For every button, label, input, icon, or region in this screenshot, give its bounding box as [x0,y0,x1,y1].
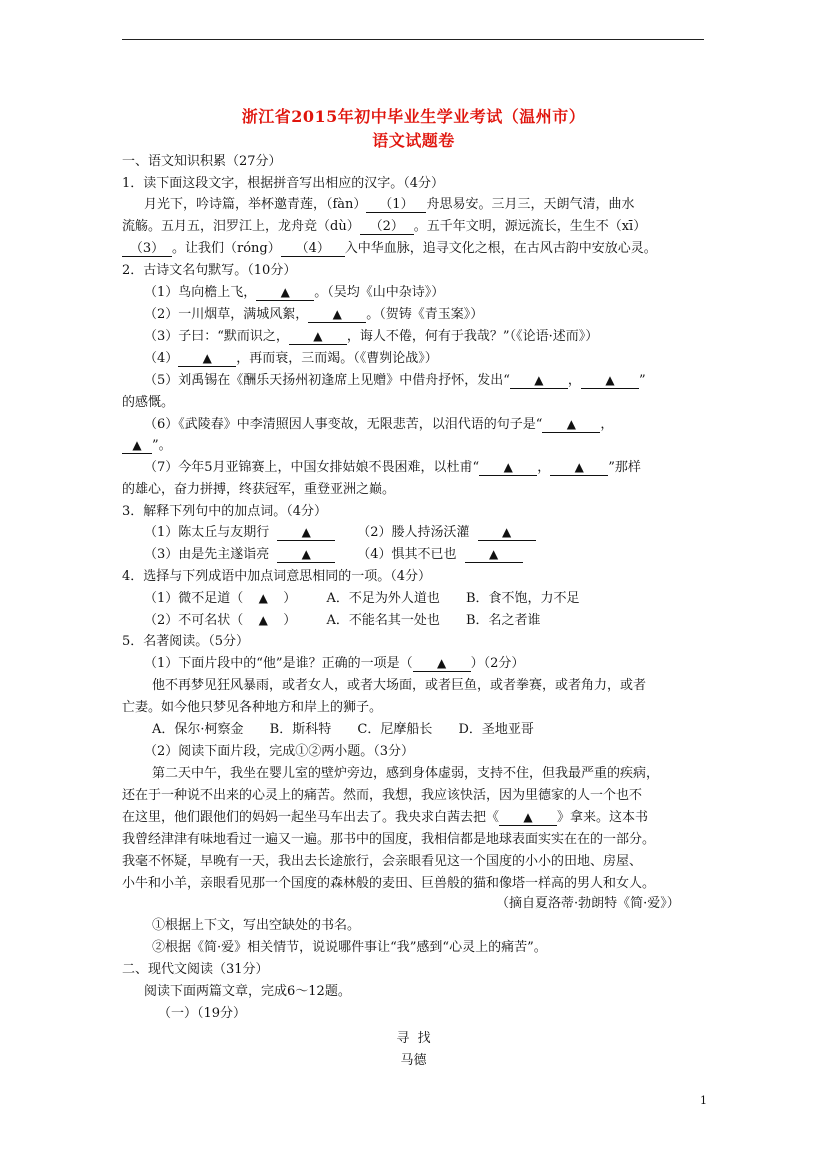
answer-blank: ▲ [499,810,557,826]
excerpt-line4: 我曾经津津有味地看过一遍又一遍。那书中的国度，我相信都是地球表面实实在在的一部分。 [122,832,656,847]
q5-quote-line2: 亡妻。如今他只梦见各种地方和岸上的狮子。 [122,700,383,715]
q5-options: A．保尔·柯察金 B．斯科特 C．尼摩船长 D．圣地亚哥 [152,722,534,737]
answer-blank: ▲ [510,373,568,389]
q1-line3: （3） 。让我们（róng） （4） 入中华血脉，追寻文化之根，在古风古韵中安放心灵。 [122,240,657,258]
blank-3: （3） [122,241,172,257]
article-author: 马德 [400,1053,427,1068]
q2-item1: （1）鸟向檐上飞， ▲ 。（吴均《山中杂诗》） [144,285,445,300]
q5-sub2-item1: ①根据上下文，写出空缺处的书名。 [152,918,361,933]
answer-blank: ▲ [308,307,366,323]
page-number: 1 [700,1094,707,1107]
q3-row1: （1）陈太丘与友期行 ▲ （2）媵人持汤沃灌 ▲ [144,524,536,542]
answer-blank: ▲ [465,547,523,563]
answer-blank: ▲ [550,460,608,476]
answer-blank: ▲ [542,417,600,433]
answer-blank: ▲ [413,656,471,672]
excerpt-line2: 还在于一种说不出来的心灵上的痛苦。然而，我想，我应该快活，因为里德家的人一个也不 [122,788,643,803]
q2-item5: （5）刘禹锡在《酬乐天扬州初逢席上见赠》中借舟抒怀，发出“ ▲ ， ▲ ” [144,373,646,388]
q5-sub2-question: （2）阅读下面片段，完成①②两小题。（3分） [144,744,415,759]
q5-quote-line1: 他不再梦见狂风暴雨，或者女人，或者大场面，或者巨鱼，或者拳赛，或者角力，或者 [152,678,647,693]
q2-item6: （6）《武陵春》中李清照因人事变故，无限悲苦，以泪代语的句子是“ ▲ ， [144,417,614,432]
excerpt-line1: 第二天中午，我坐在婴儿室的壁炉旁边，感到身体虚弱，支持不住，但我最严重的疾病， [152,766,660,781]
q2-stem: 2．古诗文名句默写。（10分） [122,263,297,278]
q2-item6-cont: ▲ ”。 [122,437,172,455]
q2-item5-cont: 的感慨。 [122,395,175,410]
excerpt-line6: 小牛和小羊，亲眼看见那一个国度的森林般的麦田、巨兽般的猫和像塔一样高的男人和女人。 [122,876,656,891]
article-title: 寻 找 [396,1031,431,1046]
section2-part-label: （一）（19分） [158,1006,247,1021]
q4-stem: 4．选择与下列成语中加点词意思相同的一项。（4分） [122,569,432,584]
blank-2: （2） [360,219,414,235]
blank-1: （1） [366,197,426,213]
answer-blank: ▲ [581,373,639,389]
excerpt-line5: 我毫不怀疑，早晚有一天，我出去长途旅行，会亲眼看见这一个国度的小小的田地、房屋、 [122,854,643,869]
q1-stem: 1．读下面这段文字，根据拼音写出相应的汉字。（4分） [122,176,445,191]
q2-item7: （7）今年5月亚锦赛上，中国女排姑娘不畏困难，以杜甫“ ▲ ， ▲ ”那样 [144,460,641,475]
answer-blank: ▲ [277,525,335,541]
q5-sub1-question: （1）下面片段中的“他”是谁？正确的一项是（ ▲ ）（2分） [144,656,525,671]
exam-subtitle: 语文试题卷 [372,131,455,150]
q2-item7-cont: 的雄心，奋力拼搏，终获冠军，重登亚洲之巅。 [122,482,396,497]
section2-heading: 二、现代文阅读（31分） [122,962,269,977]
answer-blank: ▲ [178,351,236,367]
q2-item3: （3）子曰：“默而识之， ▲ ，诲人不倦，何有于我哉？”（《论语·述而》） [144,329,599,344]
q1-line2: 流觞。五月五，汨罗江上，龙舟竞（dù） （2） 。五千年文明，源远流长，生生不（xī） [122,219,647,234]
answer-blank: ▲ [256,285,314,301]
answer-blank: ▲ [478,525,536,541]
excerpt-source: （摘自夏洛蒂·勃朗特《简·爱》） [496,896,680,911]
answer-blank: ▲ [479,460,537,476]
section1-heading: 一、语文知识积累（27分） [122,154,282,169]
header-rule [122,39,704,40]
q5-stem: 5．名著阅读。（5分） [122,634,250,649]
q2-item4: （4） ▲ ，再而衰，三而竭。（《曹刿论战》） [144,351,438,366]
answer-blank: ▲ [122,438,152,454]
excerpt-line3: 在这里，他们跟他们的妈妈一起坐马车出去了。我央求白茜去把《 ▲ 》拿来。这本书 [122,810,649,825]
exam-title: 浙江省2015年初中毕业生学业考试（温州市） [241,107,586,126]
q3-stem: 3．解释下列句中的加点词。（4分） [122,504,328,519]
answer-blank: ▲ [277,547,335,563]
q4-row2: （2）不可名状（ ▲ ） A．不能名其一处也 B．名之者谁 [144,613,541,628]
section2-intro: 阅读下面两篇文章，完成6～12题。 [144,984,351,999]
q2-item2: （2）一川烟草，满城风絮， ▲ 。（贺铸《青玉案》） [144,307,484,322]
q4-row1: （1）微不足道（ ▲ ） A．不足为外人道也 B．食不饱，力不足 [144,591,580,606]
answer-blank: ▲ [289,329,347,345]
q3-row2: （3）由是先主遂诣亮 ▲ （4）惧其不已也 ▲ [144,546,523,564]
blank-4: （4） [281,241,345,257]
q1-line1: 月光下，吟诗篇，举杯邀青莲，（fàn） （1） 舟思易安。三月三，天朗气清，曲水 [144,197,635,212]
q5-sub2-item2: ②根据《简·爱》相关情节，说说哪件事让“我”感到“心灵上的痛苦”。 [152,940,547,955]
